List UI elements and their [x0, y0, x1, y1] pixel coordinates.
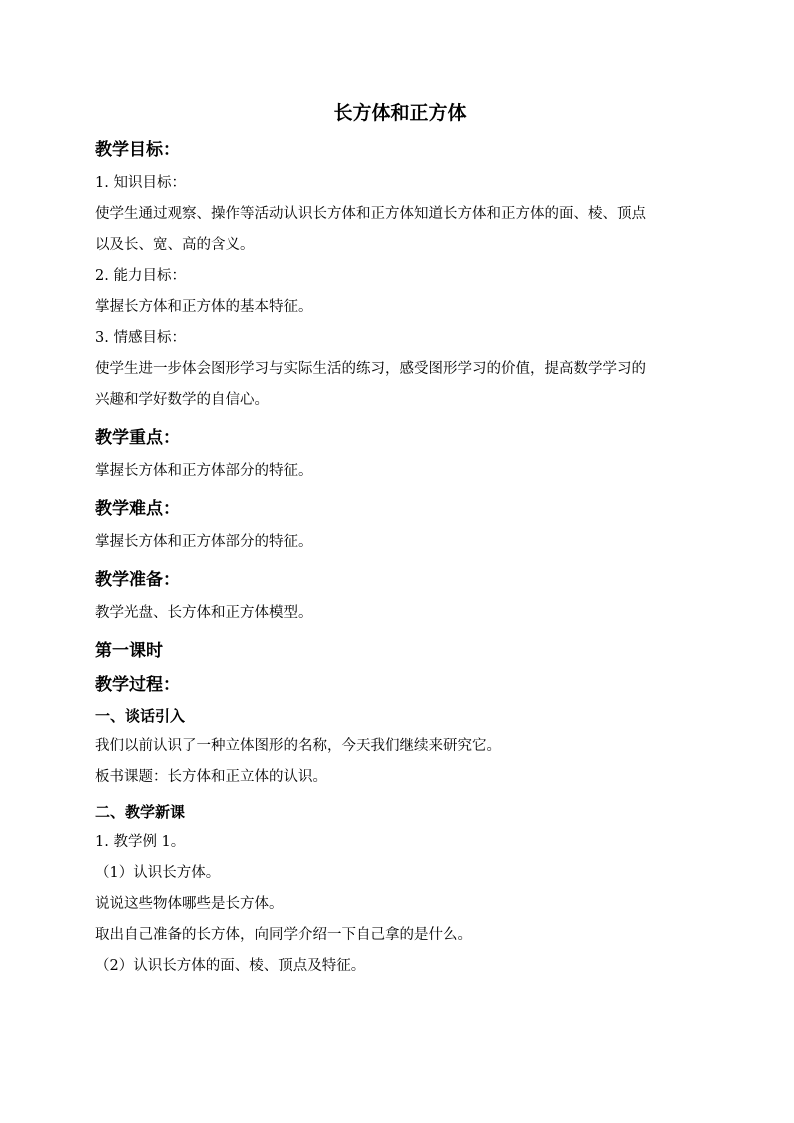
key-points-text: 掌握长方体和正方体部分的特征。 [95, 463, 313, 479]
preparation-text: 教学光盘、长方体和正方体模型。 [95, 605, 313, 621]
document-title: 长方体和正方体 [333, 102, 467, 124]
objective-3-label: 3. 情感目标： [95, 330, 186, 346]
objective-2-text: 掌握长方体和正方体的基本特征。 [95, 299, 313, 315]
part-2-line-5: （2）认识长方体的面、棱、顶点及特征。 [95, 958, 366, 974]
difficulties-heading: 教学难点： [95, 499, 180, 519]
part-1-line-2: 板书课题：长方体和正立体的认识。 [95, 769, 327, 785]
part-2-line-4: 取出自己准备的长方体，向同学介绍一下自己拿的是什么。 [95, 927, 472, 943]
part-2-heading: 二、教学新课 [95, 803, 186, 821]
objective-1-text-line-1: 使学生通过观察、操作等活动认识长方体和正方体知道长方体和正方体的面、棱、顶点 [95, 206, 646, 222]
part-1-line-1: 我们以前认识了一种立体图形的名称，今天我们继续来研究它。 [95, 738, 501, 754]
objective-3-text-line-1: 使学生进一步体会图形学习与实际生活的练习，感受图形学习的价值，提高数学学习的 [95, 361, 646, 377]
part-2-line-2: （1）认识长方体。 [95, 865, 221, 881]
objective-1-label: 1. 知识目标： [95, 175, 186, 191]
part-2-line-1: 1. 教学例 1。 [95, 834, 186, 850]
preparation-heading: 教学准备： [95, 570, 180, 590]
process-heading: 教学过程： [95, 675, 180, 695]
objective-3-text-line-2: 兴趣和学好数学的自信心。 [95, 392, 269, 408]
lesson-heading: 第一课时 [95, 641, 163, 661]
part-1-heading: 一、谈话引入 [95, 707, 186, 725]
objectives-heading: 教学目标： [95, 140, 180, 160]
difficulties-text: 掌握长方体和正方体部分的特征。 [95, 534, 313, 550]
objective-1-text-line-2: 以及长、宽、高的含义。 [95, 237, 255, 253]
key-points-heading: 教学重点： [95, 428, 180, 448]
document-page [95, 100, 705, 982]
objective-2-label: 2. 能力目标： [95, 268, 186, 284]
part-2-line-3: 说说这些物体哪些是长方体。 [95, 896, 284, 912]
